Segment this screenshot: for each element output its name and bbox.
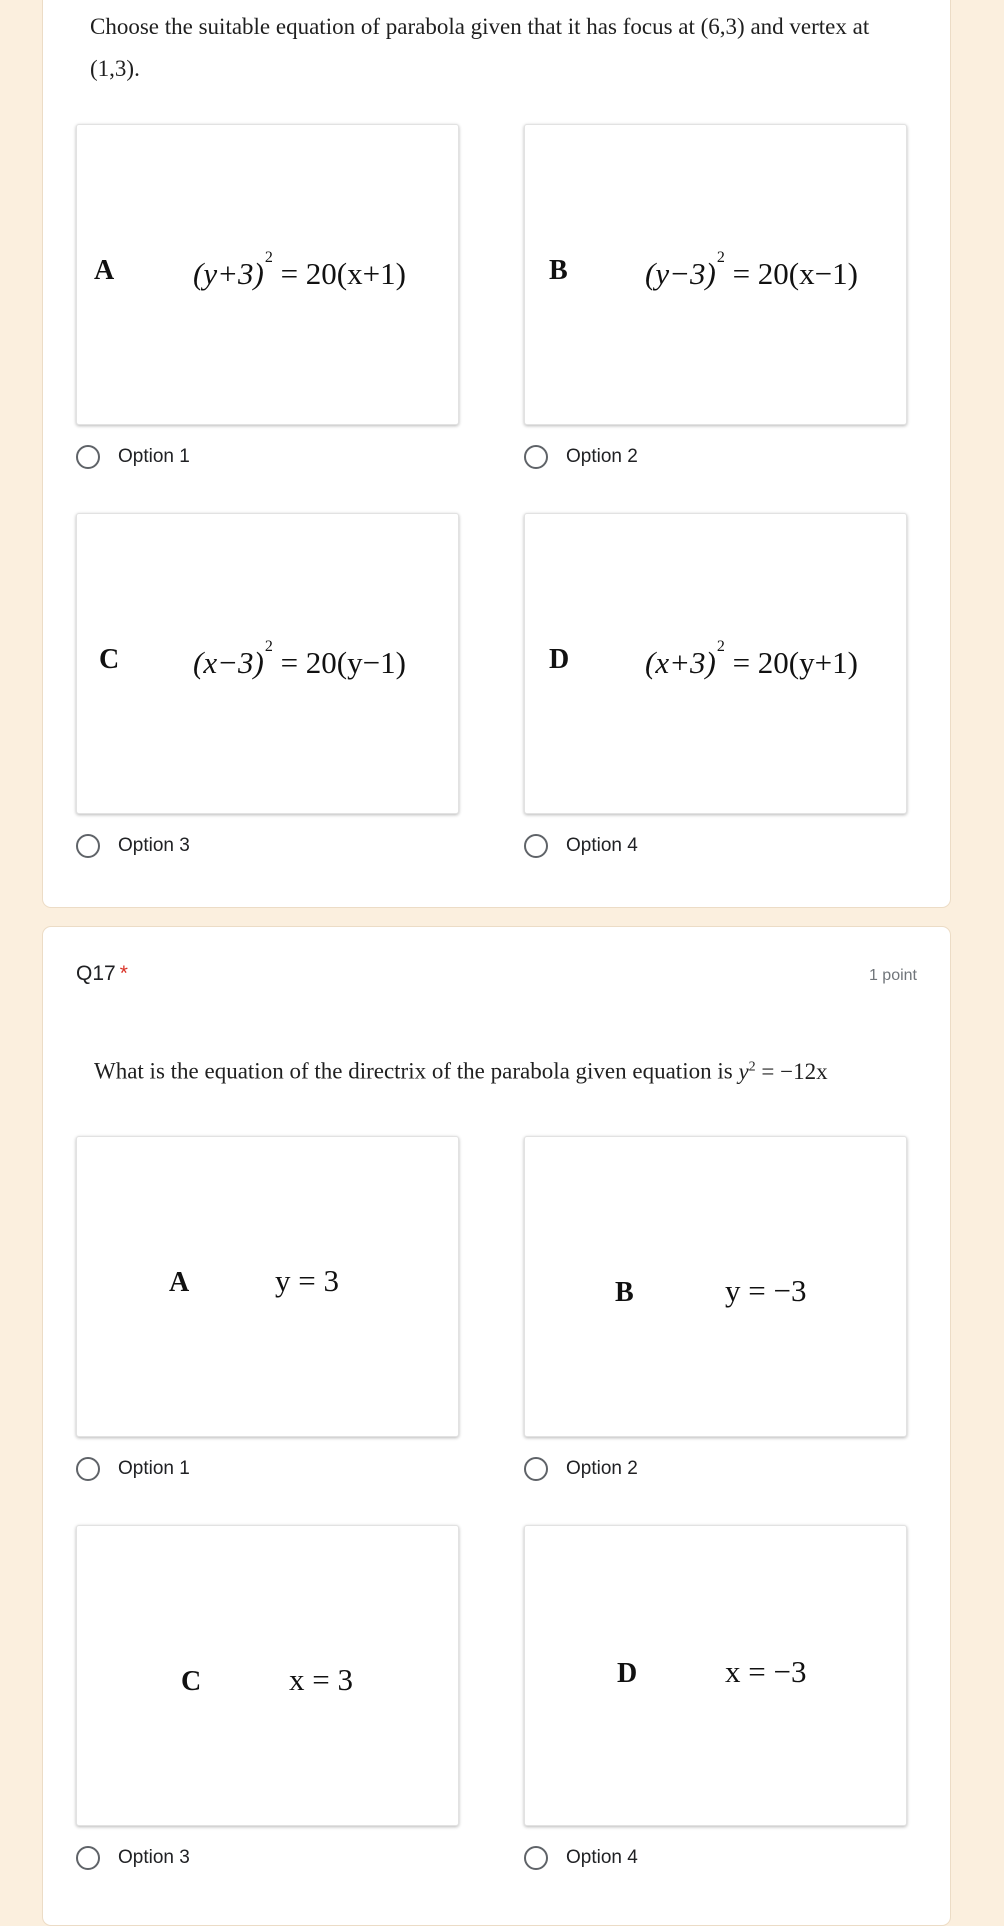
- radio-button[interactable]: [524, 1457, 548, 1481]
- question-text-prefix: Choose the suitable equation of parabola given that it has focus at: [90, 14, 695, 39]
- option-letter: C: [99, 644, 120, 675]
- radio-button[interactable]: [524, 445, 548, 469]
- question-number-label: Q17: [76, 962, 116, 985]
- option-image-q16-c[interactable]: [76, 513, 459, 814]
- radio-option-q16-4[interactable]: [524, 830, 638, 862]
- equation-exponent: 2: [716, 249, 725, 266]
- option-image-q16-d[interactable]: [524, 513, 907, 814]
- equation-rhs: = 20(x−1): [732, 256, 858, 291]
- option-equation: x = 3: [289, 1662, 353, 1697]
- radio-label: Option 1: [118, 1458, 190, 1479]
- option-letter: D: [617, 1658, 638, 1689]
- option-image-q17-c[interactable]: [76, 1525, 459, 1826]
- question-text-body: What is the equation of the directrix of the parabola given equation is: [94, 1058, 733, 1084]
- radio-button[interactable]: [524, 1846, 548, 1870]
- option-image-q17-a[interactable]: [76, 1136, 459, 1437]
- question-text-q16: [90, 6, 869, 48]
- radio-label: Option 3: [118, 835, 190, 856]
- option-equation: [193, 249, 406, 292]
- radio-label: Option 2: [566, 1458, 638, 1479]
- radio-button[interactable]: [524, 834, 548, 858]
- focus-point: (6,3): [700, 14, 745, 39]
- equation-lhs: (x−3): [193, 645, 264, 680]
- radio-button[interactable]: [76, 445, 100, 469]
- equation-exponent: 2: [716, 638, 725, 655]
- option-equation: [645, 249, 858, 292]
- option-equation: [645, 638, 858, 681]
- equation-exponent: 2: [264, 638, 273, 655]
- option-image-q16-b[interactable]: [524, 124, 907, 425]
- question-number: [76, 962, 128, 986]
- question-text-end: .: [134, 56, 140, 81]
- radio-option-q17-2[interactable]: [524, 1453, 638, 1485]
- equation-rhs: = 20(x+1): [280, 256, 406, 291]
- radio-label: Option 4: [566, 835, 638, 856]
- question-text-q17: [94, 1046, 828, 1093]
- option-letter: A: [94, 255, 115, 286]
- question-text-mid: and vertex at: [750, 14, 870, 39]
- option-letter: C: [181, 1666, 202, 1697]
- radio-option-q17-1[interactable]: [76, 1453, 190, 1485]
- radio-option-q16-3[interactable]: [76, 830, 190, 862]
- option-image-q16-a[interactable]: [76, 124, 459, 425]
- option-image-q17-d[interactable]: [524, 1525, 907, 1826]
- option-equation: y = 3: [275, 1263, 339, 1298]
- option-equation: y = −3: [725, 1273, 807, 1308]
- vertex-point: (1,3): [90, 56, 135, 81]
- equation-exponent: 2: [748, 1059, 756, 1074]
- option-equation: [193, 638, 406, 681]
- radio-button[interactable]: [76, 834, 100, 858]
- equation-exponent: 2: [264, 249, 273, 266]
- equation-lhs: (y+3): [193, 256, 264, 291]
- radio-label: Option 4: [566, 1847, 638, 1868]
- option-letter: B: [615, 1277, 634, 1308]
- radio-label: Option 1: [118, 446, 190, 467]
- question-points: 1 point: [868, 967, 917, 984]
- equation-rhs: = 20(y+1): [732, 645, 858, 680]
- equation-rhs: = 20(y−1): [280, 645, 406, 680]
- equation-lhs: (y−3): [645, 256, 716, 291]
- option-equation: x = −3: [725, 1654, 807, 1689]
- equation-rest: = −12x: [761, 1058, 828, 1084]
- question-equation: [738, 1059, 827, 1084]
- equation-lhs: (x+3): [645, 645, 716, 680]
- radio-option-q17-3[interactable]: [76, 1842, 190, 1874]
- equation-base: y: [738, 1058, 749, 1084]
- radio-option-q16-1[interactable]: [76, 441, 190, 473]
- question-text-q16-line2: [90, 48, 140, 90]
- radio-option-q17-4[interactable]: [524, 1842, 638, 1874]
- option-letter: D: [549, 644, 570, 675]
- option-image-q17-b[interactable]: [524, 1136, 907, 1437]
- radio-button[interactable]: [76, 1846, 100, 1870]
- radio-label: Option 3: [118, 1847, 190, 1868]
- option-letter: A: [169, 1267, 190, 1298]
- radio-option-q16-2[interactable]: [524, 441, 638, 473]
- radio-button[interactable]: [76, 1457, 100, 1481]
- option-letter: B: [549, 255, 568, 286]
- required-asterisk: *: [119, 962, 128, 985]
- radio-label: Option 2: [566, 446, 638, 467]
